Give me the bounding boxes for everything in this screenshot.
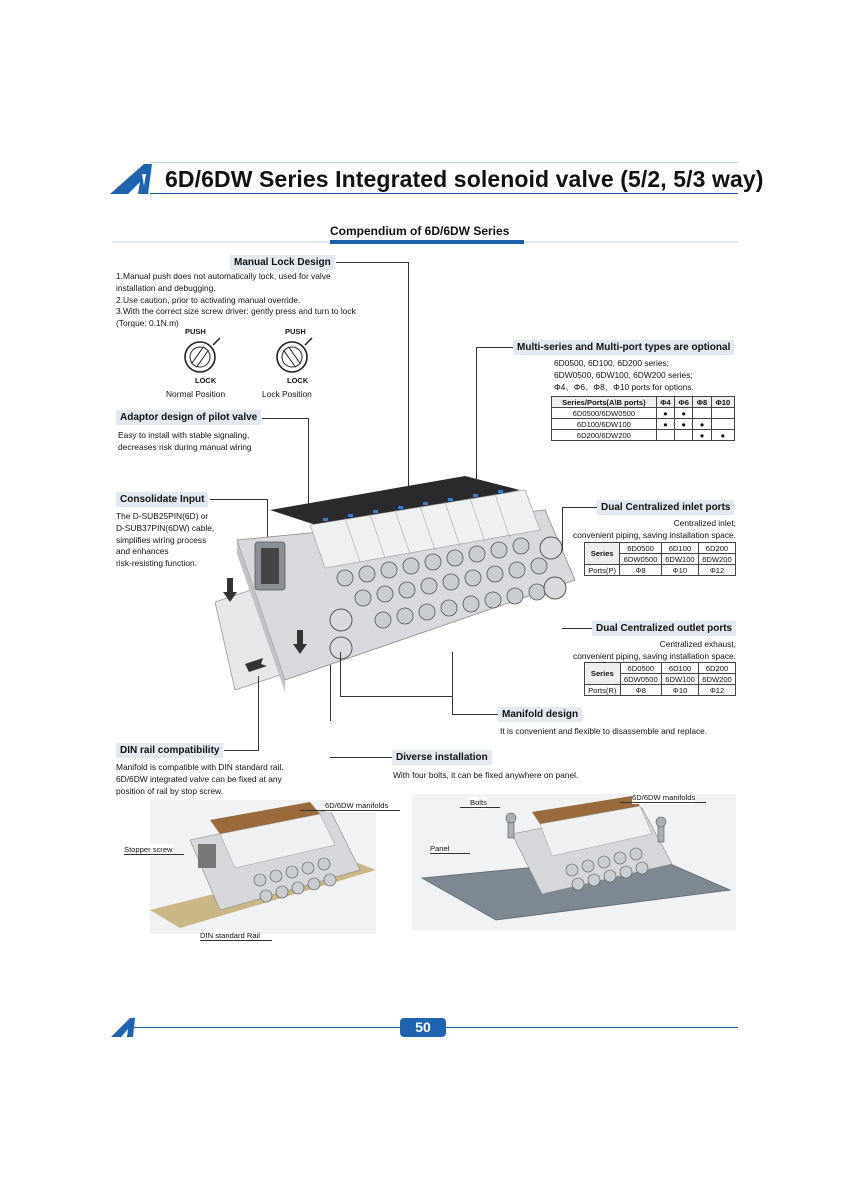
stopper-screw-underline — [124, 854, 184, 855]
header-top-line — [150, 162, 738, 163]
table-row: 6D200/6DW200 ● ● — [552, 430, 735, 441]
left-manifolds-underline — [300, 810, 400, 811]
multi-series-label: Multi-series and Multi-port types are optional — [513, 340, 734, 355]
table-row: 6D0500/6DW0500 ● ● — [552, 408, 735, 419]
multi-leader-v — [476, 347, 477, 487]
ports-table — [551, 396, 735, 441]
manual-lock-text: 1.Manual push does not automatically lock, used for valve installation and debugging. 2.Use caution, prior to activating manual override. 3.With the correct size screw driver: gently press and turn to lock (Torque: 0.1N.m) — [116, 271, 356, 329]
ports-table-header: Series/Ports(A\B ports) — [552, 397, 657, 408]
multi-leader-h — [476, 347, 513, 348]
consolidate-label: Consolidate Input — [116, 492, 208, 507]
ports-table-header: Φ10 — [711, 397, 734, 408]
adaptor-text: Easy to install with stable signaling, decreases risk during manual wiring — [118, 430, 252, 452]
manifold-leader-v — [452, 652, 453, 714]
manifold-bracket-bottom — [340, 696, 452, 697]
diverse-leader-v — [330, 665, 331, 721]
left-manifolds-label: 6D/6DW manifolds — [325, 801, 389, 810]
din-rail-illustration — [150, 800, 376, 934]
solenoid-valve-manifold-illustration — [215, 470, 585, 700]
din-text: Manifold is compatible with DIN standard rail. 6D/6DW integrated valve can be fixed at any position of rail by stop screw. — [116, 762, 284, 796]
din-leader-h — [224, 750, 259, 751]
ports-table-header: Φ8 — [693, 397, 711, 408]
ports-table-header: Φ6 — [675, 397, 693, 408]
din-rail-photo — [150, 800, 376, 934]
panel-mount-photo — [412, 794, 736, 930]
knob-lock-icon — [272, 335, 318, 377]
panel-mount-illustration — [412, 794, 736, 930]
consolidate-text: The D-SUB25PIN(6D) or D-SUB37PIN(6DW) cable, simplifies wiring process and enhances risk-resisting function. — [116, 511, 215, 569]
din-standard-rail-label: DIN standard Rail — [200, 931, 260, 940]
bolts-underline — [460, 807, 500, 808]
right-manifolds-underline — [620, 802, 706, 803]
lock-label-left: LOCK — [195, 376, 217, 385]
din-leader-v — [258, 676, 259, 750]
diverse-label: Diverse installation — [392, 750, 492, 765]
header-underline — [150, 193, 738, 194]
panel-underline — [430, 853, 470, 854]
manual-lock-leader-h — [336, 262, 408, 263]
ports-table-header: Φ4 — [656, 397, 674, 408]
push-label-left: PUSH — [185, 327, 206, 336]
din-label: DIN rail compatibility — [116, 743, 223, 758]
compendium-heading: Compendium of 6D/6DW Series — [330, 224, 510, 238]
manifold-bracket-left — [340, 652, 341, 696]
knob-normal-icon — [180, 335, 226, 377]
multi-series-text: 6D0500, 6D100, 6D200 series; 6DW0500, 6DW100, 6DW200 series; Φ4、Φ6、Φ8、Φ10 ports for options. — [554, 358, 694, 392]
manifold-leader-h — [452, 714, 498, 715]
bolts-label: Bolts — [470, 798, 487, 807]
adaptor-label: Adaptor design of pilot valve — [116, 410, 261, 425]
diverse-text: With four bolts, it can be fixed anywhere on panel. — [393, 770, 579, 780]
manifold-label: Manifold design — [498, 707, 582, 722]
lock-label-right: LOCK — [287, 376, 309, 385]
compendium-accent — [330, 240, 524, 244]
outlet-text: Centralized exhaust, convenient piping, saving installation space. — [573, 639, 736, 661]
manual-lock-leader-v — [408, 262, 409, 498]
adaptor-leader-h — [262, 418, 308, 419]
right-manifolds-label: 6D/6DW manifolds — [632, 793, 696, 802]
brand-logo-icon — [108, 160, 166, 196]
diverse-leader-diag — [330, 721, 392, 758]
panel-label: Panel — [430, 844, 450, 853]
manifold-text: It is convenient and flexible to disassemble and replace. — [500, 726, 708, 736]
normal-position-caption: Normal Position — [166, 389, 226, 399]
push-label-right: PUSH — [285, 327, 306, 336]
outlet-table: Series 6D0500 6D100 6D200 6DW0500 6DW100 6DW200 Ports(R) Φ8 Φ10 Φ12 — [584, 662, 736, 696]
inlet-table: Series 6D0500 6D100 6D200 6DW0500 6DW100 6DW200 Ports(P) Φ8 Φ10 Φ12 — [584, 542, 736, 576]
outlet-label: Dual Centralized outlet ports — [592, 621, 736, 636]
din-rail-underline — [200, 940, 272, 941]
inlet-label: Dual Centralized inlet ports — [597, 500, 734, 515]
stopper-screw-label: Stopper screw — [124, 845, 173, 854]
manual-lock-label: Manual Lock Design — [230, 255, 335, 270]
page-number: 50 — [400, 1018, 446, 1037]
page-title: 6D/6DW Series Integrated solenoid valve (5/2, 5/3 way) — [165, 166, 764, 192]
inlet-text: Centralized inlet, convenient piping, saving installation space. — [573, 518, 736, 540]
lock-position-caption: Lock Position — [262, 389, 312, 399]
table-row: 6D100/6DW100 ● ● ● — [552, 419, 735, 430]
